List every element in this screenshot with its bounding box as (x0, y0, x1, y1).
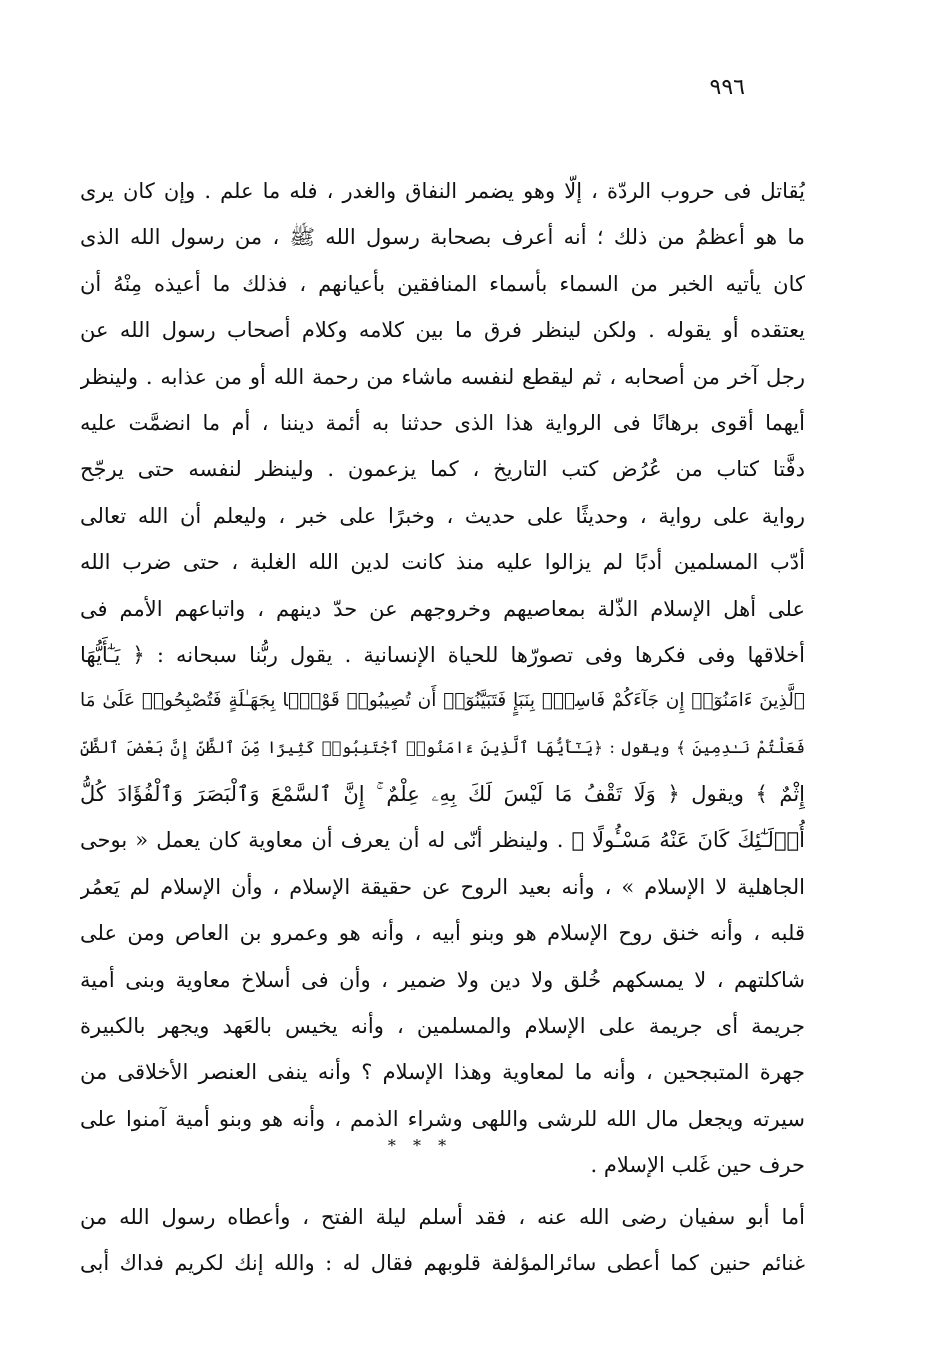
text-line: ما هو أعظمُ من ذلك ؛ أنه أعرف بصحابة رسول الله ﷺ ، من رسول الله الذى (80, 225, 805, 250)
text-line: حرف حين غَلب الإسلام . (590, 1153, 805, 1178)
page-number: ٩٩٦ (709, 75, 745, 100)
text-line: يعتقده أو يقوله . ولكن لينظر فرق ما بين كلامه وكلام أصحاب رسول الله عن (80, 318, 805, 343)
paragraph-abu-sufyan (80, 1194, 805, 1286)
text-line: غنائم حنين كما أعطى سائرالمؤلفة قلوبهم فقال له : والله إنك لكريم فداك أبى (80, 1251, 805, 1275)
text-line: دفَّتا كتاب من عُرُض كتب التاريخ ، كما يزعمون . ولينظر لنفسه حتى يرجّح (80, 457, 805, 482)
text-line: أيهما أقوى برهانًا فى الرواية هذا الذى حدثنا به أئمة ديننا ، أم ما انضمَّت عليه (80, 410, 805, 435)
quran-verse-line: فَعَلْتُمْ نَـٰدِمِينَ ﴾ ويقول : ﴿يَـٰٓأَيُّهَا ٱلَّذِينَ ءَامَنُوا۟ ٱجْتَنِبُوا۟ كَثِيرًا مِّنَ ٱلظَّنِّ إِنَّ بَعْضَ ٱلظَّنِّ (80, 737, 805, 757)
paragraph-main (80, 168, 805, 1189)
quran-verse-line: ٱلَّذِينَ ءَامَنُوٓا۟ إِن جَآءَكُمْ فَاسِقٌۢ بِنَبَإٍ فَتَبَيَّنُوٓا۟ أَن تُصِيبُوا۟ قَوْمًۢا بِجَهَـٰلَةٍ فَتُصْبِحُوا۟ عَلَىٰ مَا (80, 690, 805, 712)
quran-verse-line: أُو۟لَـٰٓئِكَ كَانَ عَنْهُ مَسْـُٔولًا ﴾ . ولينظر أنّى له أن يعرف أن معاوية كان يعمل « بوحى (80, 828, 805, 853)
quran-verse-line: إِثْمٌ ﴾ ويقول ﴿ وَلَا تَقْفُ مَا لَيْسَ لَكَ بِهِۦ عِلْمٌ ۚ إِنَّ ٱلسَّمْعَ وَٱلْبَصَرَ وَٱلْفُؤَادَ كُلُّ (80, 782, 805, 807)
text-line: جهرة المتبجحين ، وأنه ما لمعاوية وهذا الإسلام ؟ وأنه ينفى العنصر الأخلاقى من (80, 1060, 805, 1085)
text-line: سيرته ويجعل مال الله للرشى واللهى وشراء الذمم ، وأنه هو وبنو أمية آمنوا على (80, 1106, 805, 1131)
text-line: كان يأتيه الخبر من السماء بأسماء المنافقين بأعيانهم ، فذلك ما أعيذه مِنْهُ أن (80, 271, 805, 296)
text-line: رواية على رواية ، وحديثًا على حديث ، وخبرًا على خبر ، وليعلم أن الله تعالى (80, 503, 805, 528)
text-line: شاكلتهم ، لا يمسكهم خُلق ولا دين ولا ضمير ، وأن فى أسلاخ معاوية وبنى أمية (80, 967, 805, 992)
text-line: رجل آخر من أصحابه ، ثم ليقطع لنفسه ماشاء من رحمة الله أو من عذابه . ولينظر (80, 364, 805, 389)
text-line: قلبه ، وأنه خنق روح الإسلام هو وبنو أبيه ، وأنه هو وعمرو بن العاص ومن على (80, 921, 805, 946)
text-line: يُقاتل فى حروب الردّة ، إلّا وهو يضمر النفاق والغدر ، فله ما علم . وإن كان يرى (80, 179, 805, 203)
text-line: الجاهلية لا الإسلام » ، وأنه بعيد الروح عن حقيقة الإسلام ، وأن الإسلام لم يَعمُر (80, 874, 805, 899)
text-line: أما أبو سفيان رضى الله عنه ، فقد أسلم ليلة الفتح ، وأعطاه رسول الله من (80, 1205, 805, 1229)
text-line: على أهل الإسلام الذّلة بمعاصيهم وخروجهم عن حدّ دينهم ، واتباعهم الأمم فى (80, 596, 805, 621)
text-line: جريمة أى جريمة على الإسلام والمسلمين ، وأنه يخيس بالعَهد ويجهر بالكبيرة (80, 1014, 805, 1039)
text-line: أدّب المسلمين أدبًا لم يزالوا عليه منذ كانت لدين الله الغلبة ، حتى ضرب الله (80, 550, 805, 575)
section-separator: * * * (387, 1136, 453, 1155)
text-line: أخلاقها وفى فكرها وفى تصورّها للحياة الإنسانية . يقول ربُّنا سبحانه : ﴿ يَـٰٓأَيُّهَا (80, 642, 805, 667)
